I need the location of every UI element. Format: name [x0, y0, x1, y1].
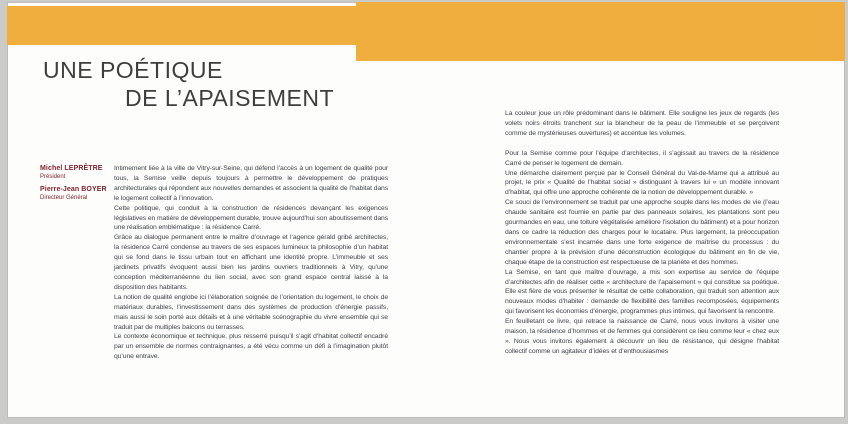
signatory-name: Michel LEPRÊTRE [40, 165, 103, 172]
signatory [40, 165, 114, 181]
right-text-column [505, 109, 779, 357]
signatory [40, 186, 114, 202]
signatory-name: Pierre-Jean BOYER [40, 186, 107, 193]
orange-band-right [356, 2, 845, 61]
title-line-2: DE L’APAISEMENT [125, 85, 335, 111]
book-spread [7, 2, 845, 418]
paragraph: En feuilletant ce livre, qui retrace la naissance de Carré, nous vous invitons à visiter une maison, la résidence d’hommes et de femmes qui considèrent ce lieu comme leur « chez eux ». Nous vous invitons également à découvrir un lieu de résistance, qui désigne l’habitat collectif comme un agitateur d’idées et d’enthousiasmes [505, 318, 779, 355]
paragraph: Ce souci de l’environnement se traduit par une approche souple dans les modes de vie (l’eau chaude sanitaire est fournie en partie par des panneaux solaires, les plantations sont peu gourmandes en eau, une toiture végétalisée améliore l’isolation du bâtiment) et a pour horizon dans ce cadre la réduction des charges pour le locataire. Plus largement, la préoccupation environnementale s’est incarnée dans une forte exigence de maîtrise du processus : du chantier propre à la prévision d’une déconstruction écologique du bâtiment en fin de vie, chaque étape de la construction est respectueuse de la planète et des hommes. [505, 199, 779, 266]
paragraph: La notion de qualité englobe ici l’élaboration soignée de l’orientation du logement, le choix de matériaux durables, l’investissement dans des systèmes de production d’énergie passifs, mais aussi le soin porté aux détails et à une véritable scénographie du vivre ensemble qui se traduit par de multiples balcons ou terrasses. [114, 293, 388, 331]
title-line-1: UNE POÉTIQUE [43, 57, 223, 83]
signatories-block [40, 165, 114, 207]
paragraph: Pour la Semise comme pour l’équipe d’architectes, il s’agissait au travers de la résidence Carré de penser le logement de demain. [505, 149, 779, 167]
page-title [43, 56, 334, 112]
signatory-role: Directeur Général [40, 195, 88, 201]
paragraph: La couleur joue un rôle prédominant dans le bâtiment. Elle souligne les jeux de regards (les volets noirs étroits tranchent sur la blancheur de la peau de l’immeuble et se perçoivent comme de mystérieuses ouvertures) et accentue les volumes. [505, 110, 779, 137]
paragraph: Intimement liée à la ville de Vitry-sur-Seine, qui défend l’accès à un logement de qualité pour tous, la Semise veille depuis toujours à permettre le développement de pratiques architecturales qui répondent aux nouvelles demandes et associent la qualité de l’habitat dans le logement collectif à l’innovation. [114, 165, 388, 202]
orange-band-left [7, 6, 356, 45]
paragraph: Le contexte économique et technique, plus resserré puisqu’il s’agit d’habitat collectif encadré par un ensemble de normes contraignantes, a été vécu comme un défi à l’imagination plutôt qu’une entrave. [114, 333, 388, 361]
paragraph: Grâce au dialogue permanent entre le maître d’ouvrage et l’agence gérald gribé architectes, la résidence Carré condense au travers de ses espaces lumineux la philosophie d’un habitat qui se fond dans le tissu urbain tout en affichant une identité propre. L’immeuble et ses jardinets privatifs évoquent aussi bien les jardins ouvriers traditionnels à Vitry, qu’une conception méditerranéenne du lien social, avec son grand espace central laissé à la disposition des habitants. [114, 234, 388, 291]
left-text-column [114, 164, 388, 362]
paragraph: Une démarche clairement perçue par le Conseil Général du Val-de-Marne qui a attribué au projet, le prix « Qualité de l’habitat social » distinguant à travers lui « un modèle innovant d’habitat, qui offre une approche cohérente de la notion de développement durable. » [505, 169, 779, 197]
paragraph: Cette politique, qui conduit à la construction de résidences devançant les exigences législatives en matière de développement durable, trouve aujourd’hui son aboutissement dans une réalisation emblématique : la résidence Carré. [114, 204, 388, 232]
paragraph: La Semise, en tant que maître d’ouvrage, a mis son expertise au service de l’équipe d’architectes afin de réaliser cette « architecture de l’apaisement » qui constitue sa poétique. Elle est fière de vous présenter le résultat de cette collaboration, qui traduit son attention aux nouveaux modes d’habiter : demande de flexibilité des familles recomposées, équipements qui favorisent les économies d’énergie, programmes plus intimes, qui favorisent la rencontre. [505, 268, 779, 316]
signatory-role: Président [40, 174, 66, 180]
